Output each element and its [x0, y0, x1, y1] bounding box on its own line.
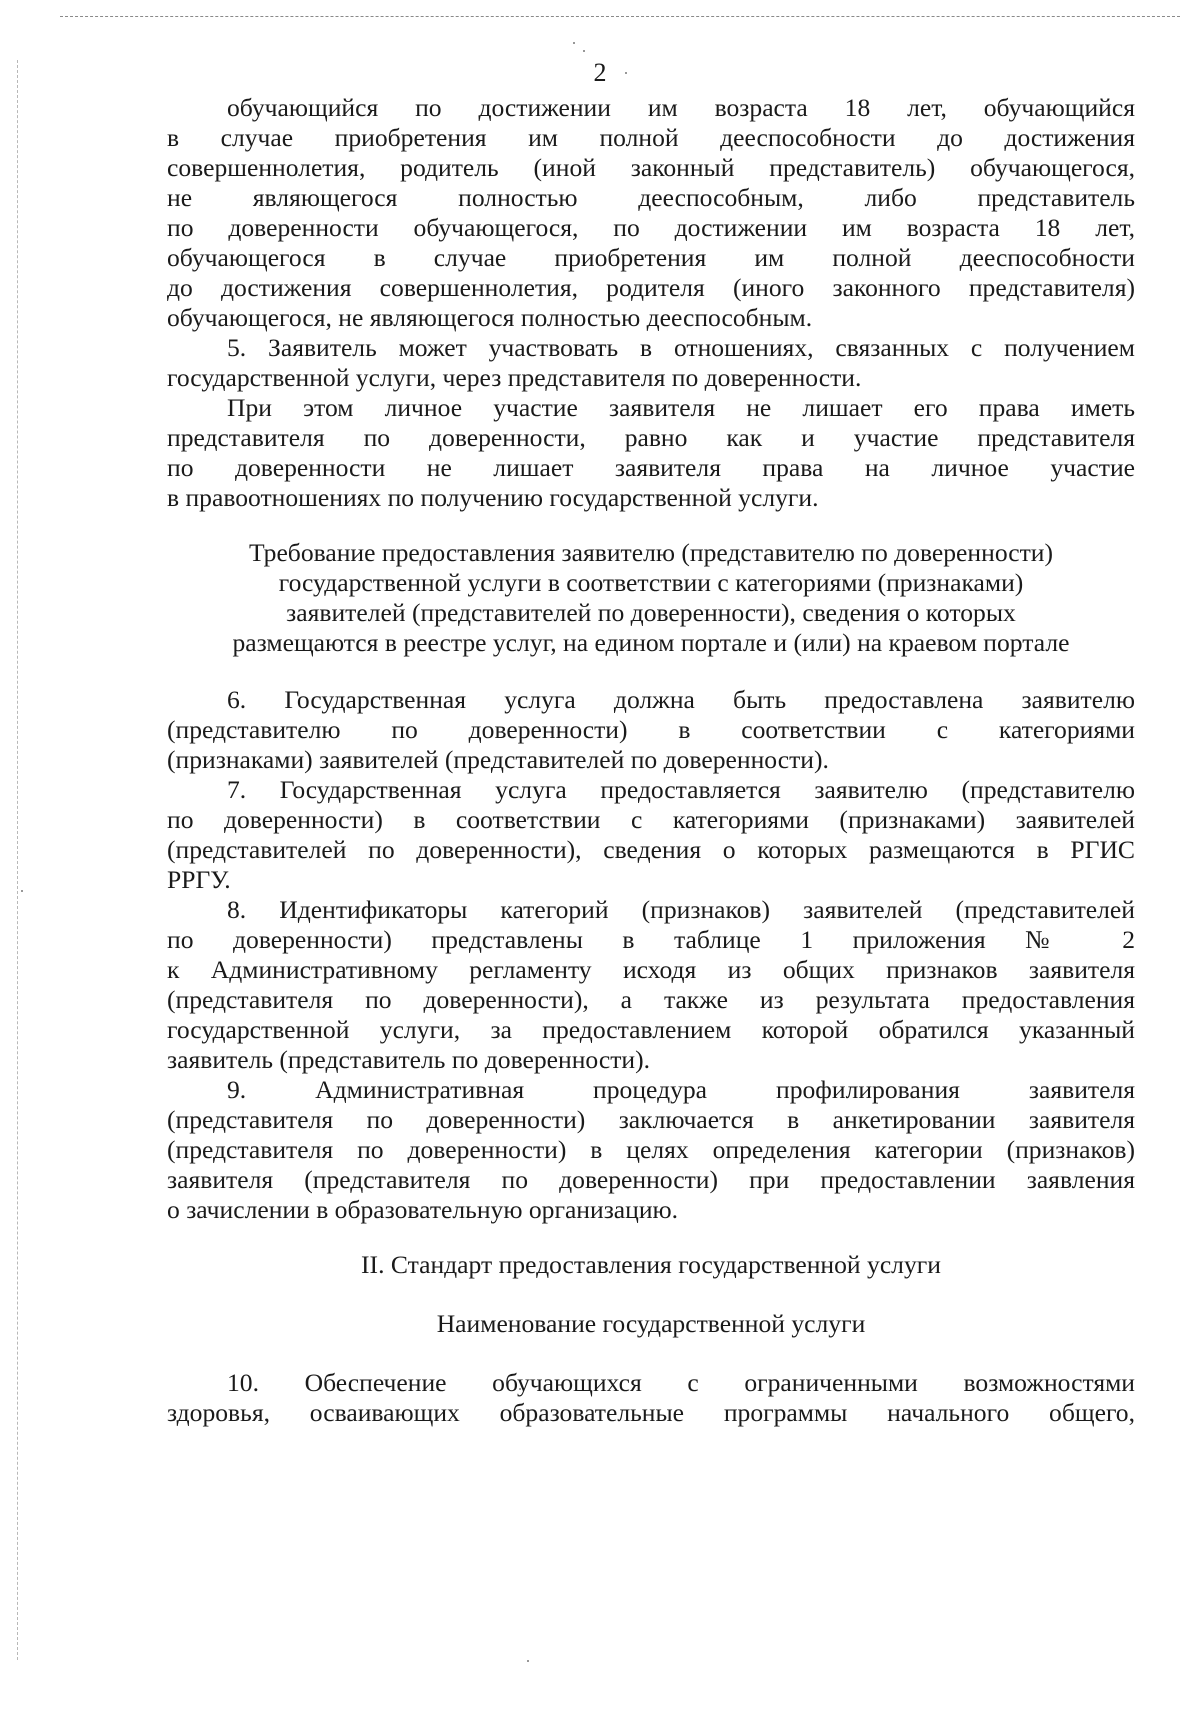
- page-number: 2: [593, 58, 607, 87]
- heading-line: государственной услуги в соответствии с категориями (признаками): [278, 568, 1024, 597]
- text-line: 8. Идентификаторы категорий (признаков) заявителей (представителей: [227, 895, 1135, 924]
- scan-speck: [21, 890, 23, 892]
- text-line: до достижения совершеннолетия, родителя (иного законного представителя): [167, 273, 1135, 302]
- text-line: (представителей по доверенности), сведения о которых размещаются в РГИС: [167, 835, 1135, 864]
- heading-line: Требование предоставления заявителю (представителю по доверенности): [248, 538, 1054, 567]
- text-line: здоровья, осваивающих образовательные программы начального общего,: [167, 1398, 1135, 1427]
- heading-line: Наименование государственной услуги: [436, 1309, 866, 1338]
- text-line: (представителю по доверенности) в соответствии с категориями: [167, 715, 1135, 744]
- text-line: обучающегося в случае приобретения им полной дееспособности: [167, 243, 1135, 272]
- text-line: РРГУ.: [167, 865, 231, 894]
- text-line: к Административному регламенту исходя из общих признаков заявителя: [167, 955, 1135, 984]
- heading-line: размещаются в реестре услуг, на едином портале и (или) на краевом портале: [232, 628, 1070, 657]
- text-line: 10. Обеспечение обучающихся с ограниченными возможностями: [227, 1368, 1135, 1397]
- text-line: заявителя (представителя по доверенности) при предоставлении заявления: [167, 1165, 1135, 1194]
- text-line: государственной услуги, за предоставлением которой обратился указанный: [167, 1015, 1135, 1044]
- text-line: 7. Государственная услуга предоставляется заявителю (представителю: [227, 775, 1135, 804]
- text-line: 5. Заявитель может участвовать в отношениях, связанных с получением: [227, 333, 1135, 362]
- scan-speck: [583, 50, 585, 52]
- text-line: в случае приобретения им полной дееспособности до достижения: [167, 123, 1135, 152]
- text-line: (представителя по доверенности) в целях определения категории (признаков): [167, 1135, 1135, 1164]
- text-line: обучающийся по достижении им возраста 18 лет, обучающийся: [227, 93, 1135, 122]
- text-line: государственной услуги, через представителя по доверенности.: [167, 363, 862, 392]
- scan-edge-left: [17, 60, 18, 1660]
- heading-line: II. Стандарт предоставления государственной услуги: [361, 1250, 941, 1279]
- text-line: совершеннолетия, родитель (иной законный представитель) обучающегося,: [167, 153, 1135, 182]
- text-line: по доверенности не лишает заявителя права на личное участие: [167, 453, 1135, 482]
- text-line: (представителя по доверенности) заключается в анкетировании заявителя: [167, 1105, 1135, 1134]
- text-line: по доверенности обучающегося, по достижении им возраста 18 лет,: [167, 213, 1135, 242]
- text-line: по доверенности) представлены в таблице 1 приложения № 2: [167, 925, 1135, 954]
- text-line: (признаками) заявителей (представителей по доверенности).: [167, 745, 829, 774]
- scan-speck: [527, 1660, 529, 1662]
- text-line: представителя по доверенности, равно как и участие представителя: [167, 423, 1135, 452]
- text-line: 6. Государственная услуга должна быть предоставлена заявителю: [227, 685, 1135, 714]
- text-line: 9. Административная процедура профилирования заявителя: [227, 1075, 1135, 1104]
- scan-edge-top: [60, 16, 1180, 17]
- text-line: по доверенности) в соответствии с категориями (признаками) заявителей: [167, 805, 1135, 834]
- text-line: При этом личное участие заявителя не лишает его права иметь: [227, 393, 1135, 422]
- heading-line: заявителей (представителей по доверенности), сведения о которых: [286, 598, 1016, 627]
- text-line: (представителя по доверенности), а также из результата предоставления: [167, 985, 1135, 1014]
- text-line: в правоотношениях по получению государственной услуги.: [167, 483, 819, 512]
- text-line: заявитель (представитель по доверенности).: [167, 1045, 651, 1074]
- text-line: о зачислении в образовательную организацию.: [167, 1195, 679, 1224]
- text-line: не являющегося полностью дееспособным, либо представитель: [167, 183, 1135, 212]
- scan-speck: [573, 42, 575, 44]
- text-line: обучающегося, не являющегося полностью дееспособным.: [167, 303, 813, 332]
